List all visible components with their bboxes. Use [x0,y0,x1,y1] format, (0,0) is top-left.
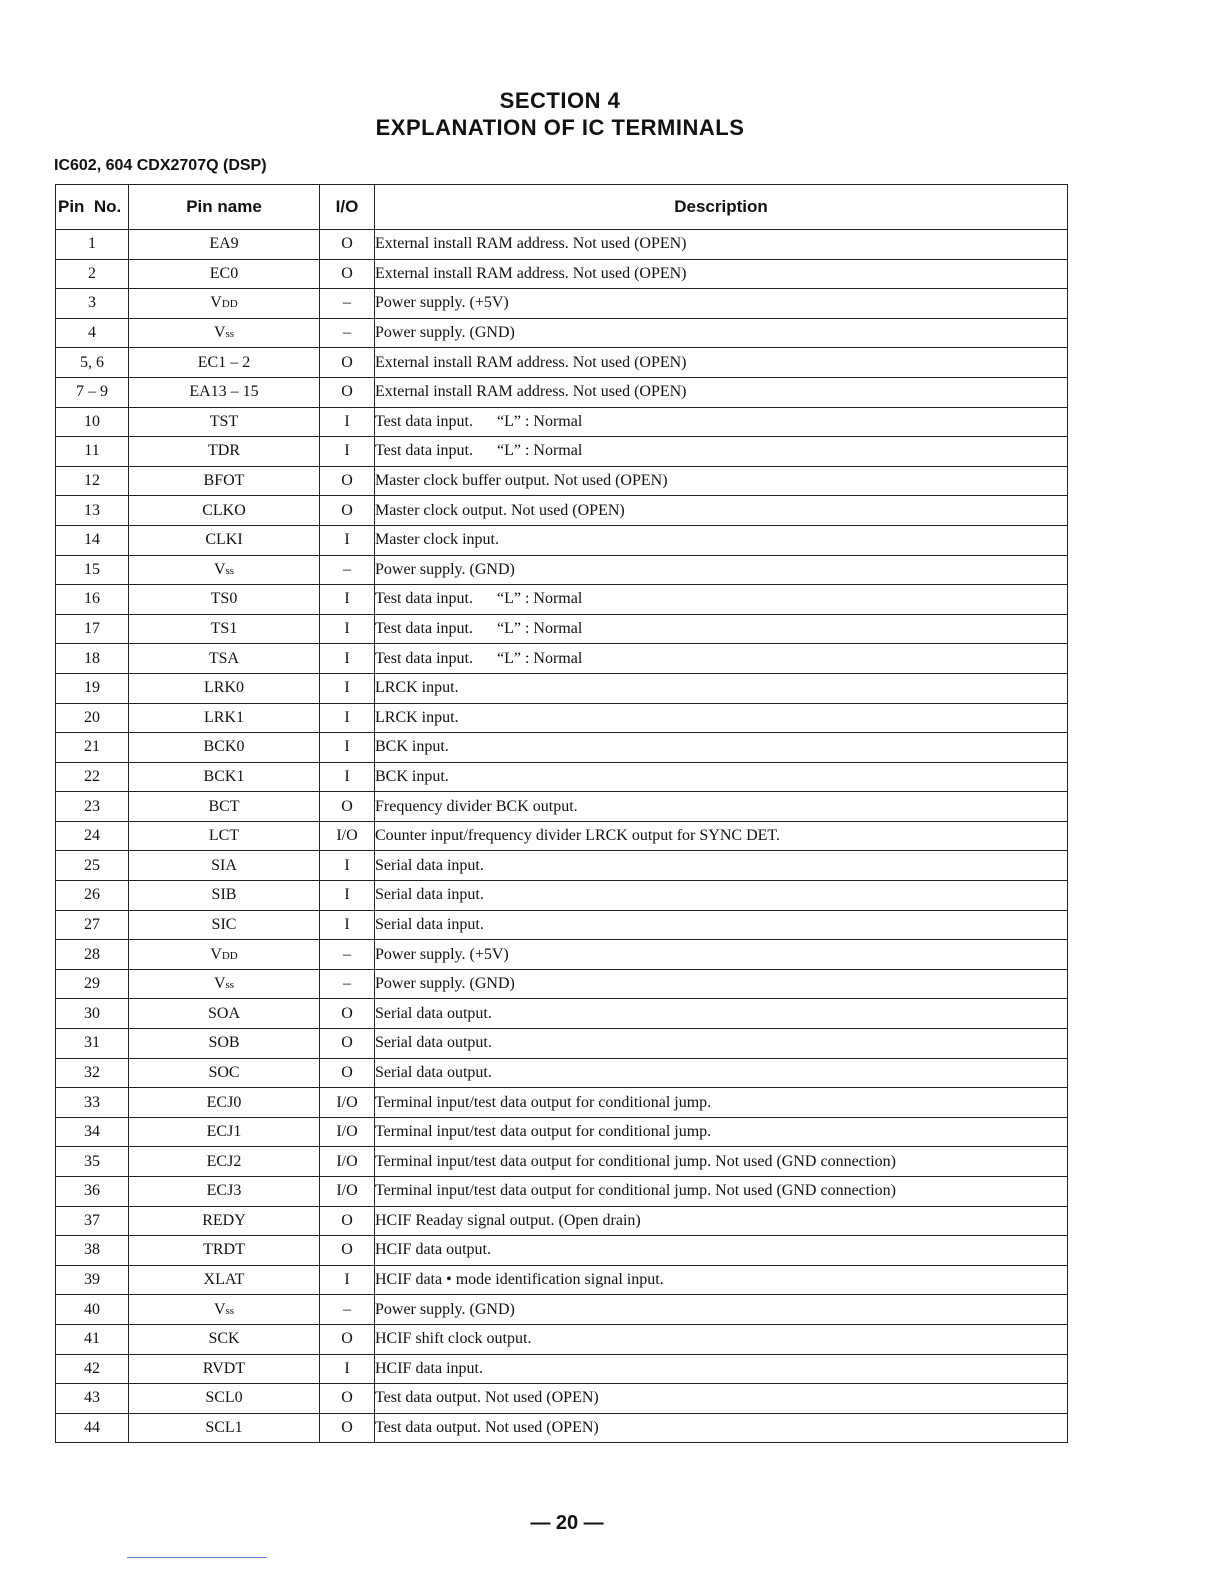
pin-number: 3 [56,289,129,319]
table-row [56,614,1068,644]
pin-io: I [320,851,375,881]
pin-description: External install RAM address. Not used (OPEN) [375,377,1068,407]
pin-name: EC1 – 2 [129,348,320,378]
table-row [56,585,1068,615]
table-row [56,407,1068,437]
pin-number: 33 [56,1088,129,1118]
pin-name: BCT [129,792,320,822]
table-row [56,377,1068,407]
pin-description: Master clock input. [375,525,1068,555]
pin-number: 37 [56,1206,129,1236]
pin-description: Power supply. (+5V) [375,940,1068,970]
pin-io: O [320,1058,375,1088]
table-row [56,1354,1068,1384]
pin-io: – [320,555,375,585]
pin-io: I [320,910,375,940]
section-title: EXPLANATION OF IC TERMINALS [375,115,745,140]
pin-number: 5, 6 [56,348,129,378]
pin-io: – [320,318,375,348]
pin-description: Serial data input. [375,851,1068,881]
pin-io: – [320,969,375,999]
table-header-row [56,185,1068,230]
pin-number: 38 [56,1236,129,1266]
pin-number: 7 – 9 [56,377,129,407]
table-row [56,466,1068,496]
pin-name: EA9 [129,230,320,260]
pin-description: Test data output. Not used (OPEN) [375,1384,1068,1414]
pin-number: 17 [56,614,129,644]
pin-io: I/O [320,1117,375,1147]
table-row [56,1088,1068,1118]
pin-name: Vss [129,555,320,585]
pin-number: 36 [56,1177,129,1207]
pin-name: Vss [129,1295,320,1325]
pin-description: Serial data output. [375,999,1068,1029]
pin-description: Test data input. “L” : Normal [375,614,1068,644]
table-row [56,792,1068,822]
pin-number: 19 [56,673,129,703]
pin-number: 42 [56,1354,129,1384]
pin-name: SOB [129,1029,320,1059]
pin-description: External install RAM address. Not used (OPEN) [375,259,1068,289]
pin-io: – [320,1295,375,1325]
pin-io: O [320,466,375,496]
table-body [56,230,1068,1443]
pin-name: EC0 [129,259,320,289]
pin-io: I [320,437,375,467]
table-row [56,969,1068,999]
pin-number: 2 [56,259,129,289]
pin-description: Test data input. “L” : Normal [375,437,1068,467]
pin-name: TST [129,407,320,437]
pin-number: 22 [56,762,129,792]
pin-description: LRCK input. [375,703,1068,733]
pin-description: Test data input. “L” : Normal [375,407,1068,437]
pin-name: VDD [129,289,320,319]
section-number: SECTION 4 [499,88,621,113]
pin-io: I [320,1265,375,1295]
pin-number: 34 [56,1117,129,1147]
table-row [56,1177,1068,1207]
pin-number: 15 [56,555,129,585]
pin-name: BFOT [129,466,320,496]
pin-name: Vss [129,318,320,348]
table-row [56,555,1068,585]
pin-description: Master clock output. Not used (OPEN) [375,496,1068,526]
pin-number: 16 [56,585,129,615]
pin-name: TRDT [129,1236,320,1266]
pin-name: ECJ0 [129,1088,320,1118]
pin-description: Terminal input/test data output for conditional jump. [375,1117,1068,1147]
pin-name: SCK [129,1324,320,1354]
pin-description: Test data input. “L” : Normal [375,585,1068,615]
pin-description: HCIF data input. [375,1354,1068,1384]
pin-number: 24 [56,821,129,851]
pin-io: I [320,585,375,615]
pin-io: I [320,644,375,674]
ic-label: IC602, 604 CDX2707Q (DSP) [54,157,267,174]
table-row [56,733,1068,763]
pin-name: Vss [129,969,320,999]
pin-io: I [320,762,375,792]
header-pin-no: Pin No. [56,185,129,230]
table-row [56,348,1068,378]
pin-io: I/O [320,821,375,851]
pin-number: 1 [56,230,129,260]
pin-description: Power supply. (GND) [375,969,1068,999]
table-row [56,821,1068,851]
pin-number: 31 [56,1029,129,1059]
pin-description: Counter input/frequency divider LRCK output for SYNC DET. [375,821,1068,851]
pin-io: I/O [320,1177,375,1207]
pin-name: TS0 [129,585,320,615]
pin-io: – [320,940,375,970]
header-description: Description [375,185,1068,230]
table-row [56,1147,1068,1177]
table-row [56,910,1068,940]
pin-io: O [320,259,375,289]
pin-io: – [320,289,375,319]
pin-description: HCIF data output. [375,1236,1068,1266]
pin-number: 20 [56,703,129,733]
table-row [56,496,1068,526]
pin-description: Power supply. (GND) [375,555,1068,585]
pin-name: SIB [129,881,320,911]
pin-number: 32 [56,1058,129,1088]
pin-number: 43 [56,1384,129,1414]
pin-io: O [320,348,375,378]
pin-description: Master clock buffer output. Not used (OPEN) [375,466,1068,496]
pin-description: External install RAM address. Not used (OPEN) [375,348,1068,378]
pin-number: 14 [56,525,129,555]
pin-number: 18 [56,644,129,674]
table-row [56,644,1068,674]
pin-name: SIC [129,910,320,940]
pin-description: Test data output. Not used (OPEN) [375,1413,1068,1443]
pin-io: I/O [320,1088,375,1118]
pin-number: 4 [56,318,129,348]
table-row [56,289,1068,319]
pin-number: 28 [56,940,129,970]
pin-name: LRK0 [129,673,320,703]
pin-io: I [320,881,375,911]
pin-description: Serial data input. [375,881,1068,911]
pin-name: LCT [129,821,320,851]
table-row [56,1413,1068,1443]
pin-number: 11 [56,437,129,467]
pin-name: ECJ2 [129,1147,320,1177]
table-row [56,762,1068,792]
pin-name: EA13 – 15 [129,377,320,407]
pin-number: 41 [56,1324,129,1354]
pin-description: External install RAM address. Not used (OPEN) [375,230,1068,260]
pin-io: O [320,792,375,822]
scan-artifact-line [127,1557,267,1558]
pin-name: ECJ3 [129,1177,320,1207]
pin-number: 39 [56,1265,129,1295]
pin-io: O [320,1324,375,1354]
pin-number: 40 [56,1295,129,1325]
pin-number: 26 [56,881,129,911]
pin-number: 44 [56,1413,129,1443]
pin-name: SOA [129,999,320,1029]
header-io: I/O [320,185,375,230]
pin-name: CLKI [129,525,320,555]
pin-description: HCIF Readay signal output. (Open drain) [375,1206,1068,1236]
pin-io: O [320,1029,375,1059]
pin-io: O [320,496,375,526]
pin-description: Test data input. “L” : Normal [375,644,1068,674]
table-row [56,525,1068,555]
pin-io: I [320,703,375,733]
pin-number: 12 [56,466,129,496]
pin-name: TS1 [129,614,320,644]
pin-description: BCK input. [375,762,1068,792]
header-pin-name: Pin name [129,185,320,230]
pin-description: Terminal input/test data output for conditional jump. Not used (GND connection) [375,1177,1068,1207]
pin-table [55,184,1068,1443]
table-row [56,1206,1068,1236]
pin-io: O [320,1206,375,1236]
table-row [56,1295,1068,1325]
pin-io: O [320,1413,375,1443]
pin-io: I [320,673,375,703]
pin-description: Terminal input/test data output for conditional jump. Not used (GND connection) [375,1147,1068,1177]
pin-name: ECJ1 [129,1117,320,1147]
table-row [56,940,1068,970]
pin-name: TDR [129,437,320,467]
table-row [56,1384,1068,1414]
pin-name: XLAT [129,1265,320,1295]
pin-name: BCK0 [129,733,320,763]
table-row [56,1117,1068,1147]
table-row [56,1324,1068,1354]
pin-io: I [320,614,375,644]
table-row [56,318,1068,348]
pin-description: Frequency divider BCK output. [375,792,1068,822]
pin-description: Power supply. (GND) [375,318,1068,348]
pin-description: HCIF shift clock output. [375,1324,1068,1354]
table-row [56,259,1068,289]
pin-description: BCK input. [375,733,1068,763]
pin-name: TSA [129,644,320,674]
pin-description: Serial data input. [375,910,1068,940]
pin-io: I [320,733,375,763]
table-row [56,881,1068,911]
table-row [56,851,1068,881]
pin-io: I [320,1354,375,1384]
pin-name: RVDT [129,1354,320,1384]
table-row [56,437,1068,467]
pin-name: SCL0 [129,1384,320,1414]
pin-name: SCL1 [129,1413,320,1443]
table-row [56,1236,1068,1266]
pin-description: Power supply. (+5V) [375,289,1068,319]
table-row [56,703,1068,733]
pin-number: 13 [56,496,129,526]
table-row [56,1265,1068,1295]
pin-number: 35 [56,1147,129,1177]
table-row [56,1029,1068,1059]
pin-io: I/O [320,1147,375,1177]
pin-io: O [320,377,375,407]
pin-name: SIA [129,851,320,881]
table-row [56,999,1068,1029]
pin-number: 23 [56,792,129,822]
pin-number: 27 [56,910,129,940]
pin-name: BCK1 [129,762,320,792]
pin-number: 21 [56,733,129,763]
pin-name: LRK1 [129,703,320,733]
pin-description: Power supply. (GND) [375,1295,1068,1325]
table-row [56,673,1068,703]
pin-io: I [320,525,375,555]
pin-description: Terminal input/test data output for conditional jump. [375,1088,1068,1118]
pin-io: O [320,1236,375,1266]
pin-description: LRCK input. [375,673,1068,703]
page-number: — 20 — [530,1512,604,1534]
pin-name: REDY [129,1206,320,1236]
pin-description: Serial data output. [375,1029,1068,1059]
pin-name: VDD [129,940,320,970]
pin-io: O [320,230,375,260]
pin-description: HCIF data • mode identification signal input. [375,1265,1068,1295]
pin-description: Serial data output. [375,1058,1068,1088]
pin-name: CLKO [129,496,320,526]
pin-number: 29 [56,969,129,999]
pin-name: SOC [129,1058,320,1088]
pin-number: 25 [56,851,129,881]
pin-io: O [320,999,375,1029]
pin-number: 30 [56,999,129,1029]
pin-io: I [320,407,375,437]
pin-io: O [320,1384,375,1414]
pin-number: 10 [56,407,129,437]
table-row [56,1058,1068,1088]
table-row [56,230,1068,260]
